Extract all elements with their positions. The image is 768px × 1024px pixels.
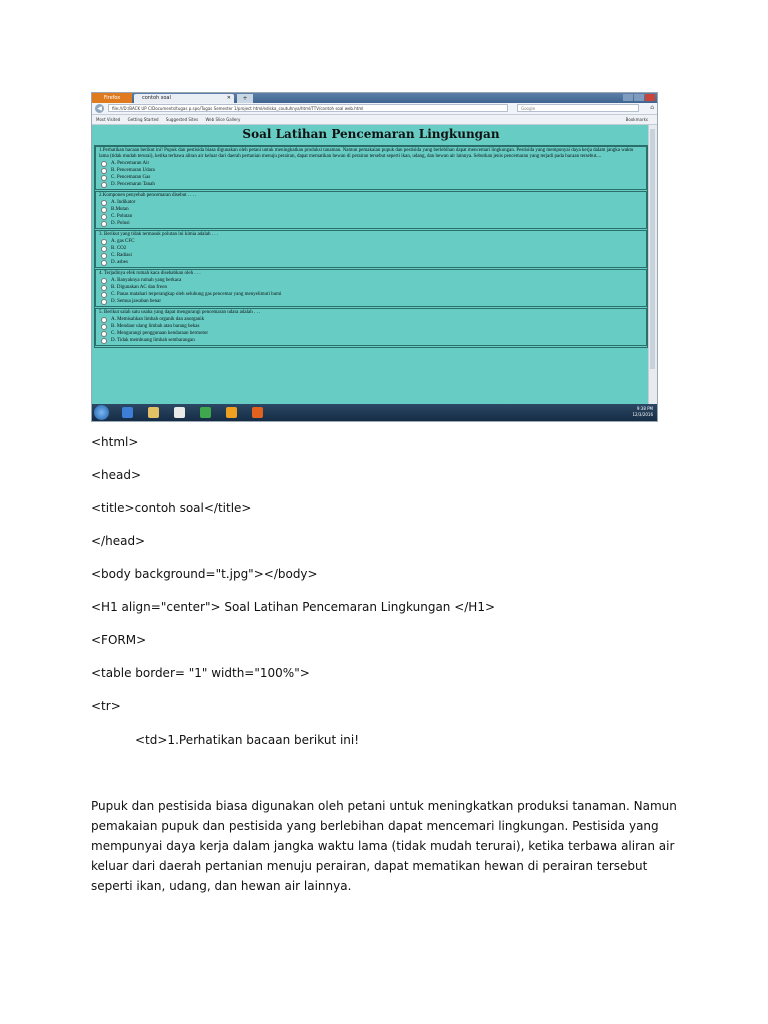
option-label: B. Mendaur ulang limbah atau barang bekas bbox=[111, 323, 200, 329]
option-label: A. Banyaknya rumah yang berkaca bbox=[111, 277, 182, 283]
option-row[interactable] bbox=[99, 167, 643, 174]
option-row[interactable] bbox=[99, 245, 643, 252]
option-row[interactable] bbox=[99, 181, 643, 188]
media-player-icon[interactable] bbox=[174, 407, 185, 418]
option-row[interactable] bbox=[99, 291, 643, 298]
option-row[interactable] bbox=[99, 316, 643, 323]
maximize-icon[interactable] bbox=[634, 94, 644, 101]
radio-button[interactable] bbox=[101, 338, 107, 344]
option-label: B. CO2 bbox=[111, 245, 127, 251]
vertical-scrollbar[interactable] bbox=[648, 125, 657, 404]
body-paragraph: Pupuk dan pestisida biasa digunakan oleh petani untuk meningkatkan produksi tanaman. Namun pemakaian pupuk dan pestisida yang berlebihan dapat mencemari lingkungan. Pestisida yang mempunyai daya kerja dalam jangka waktu lama (tidak mudah terurai), ketika terbawa aliran air keluar dari daerah pertanian menuju perairan, dapat mematikan hewan di perairan tersebut seperti ikan, udang, dan hewan air lainnya. bbox=[91, 799, 677, 893]
option-label: C. Panas matahari terperangkap oleh selubung gas pencemar yang menyelimuti bumi bbox=[111, 291, 282, 297]
question-text: 5. Berikut salah satu usaha yang dapat mengurangi pencemaran udara adalah . . . bbox=[99, 310, 261, 315]
bookmark-web-slice-gallery[interactable]: Web Slice Gallery bbox=[205, 117, 241, 122]
questions-table bbox=[94, 145, 648, 348]
option-label: D. Polusi bbox=[111, 220, 130, 226]
file-explorer-icon[interactable] bbox=[148, 407, 159, 418]
chrome-icon[interactable] bbox=[200, 407, 211, 418]
code-line: <td>1.Perhatikan bacaan berikut ini! bbox=[135, 733, 360, 747]
option-label: C. Polutan bbox=[111, 213, 133, 219]
radio-button[interactable] bbox=[101, 260, 107, 266]
browser-screenshot bbox=[91, 92, 658, 422]
option-label: A. Indikator bbox=[111, 199, 136, 205]
option-label: C. Radiasi bbox=[111, 252, 132, 258]
radio-button[interactable] bbox=[101, 331, 107, 337]
option-row[interactable] bbox=[99, 220, 643, 227]
code-line: </head> bbox=[91, 534, 146, 548]
code-line: <tr> bbox=[91, 699, 121, 713]
question-3 bbox=[95, 230, 647, 268]
option-label: B. Pencemaran Udara bbox=[111, 167, 155, 173]
radio-button[interactable] bbox=[101, 253, 107, 259]
radio-button[interactable] bbox=[101, 324, 107, 330]
code-line: <head> bbox=[91, 468, 142, 482]
internet-explorer-icon[interactable] bbox=[122, 407, 133, 418]
question-2 bbox=[95, 191, 647, 229]
option-row[interactable] bbox=[99, 206, 643, 213]
question-text: 4. Terjadinya efek rumah kaca disebabkan oleh . . . bbox=[99, 271, 201, 276]
option-label: C. Pencemaran Gas bbox=[111, 174, 151, 180]
option-label: B.Mutan bbox=[111, 206, 129, 212]
option-row[interactable] bbox=[99, 252, 643, 259]
search-input[interactable]: Google bbox=[517, 104, 639, 112]
code-line: <html> bbox=[91, 435, 139, 449]
radio-button[interactable] bbox=[101, 317, 107, 323]
option-label: D. Pencemaran Tanah bbox=[111, 181, 155, 187]
question-4 bbox=[95, 269, 647, 307]
app-icon[interactable] bbox=[226, 407, 237, 418]
option-row[interactable] bbox=[99, 199, 643, 206]
question-5 bbox=[95, 308, 647, 346]
web-page-content bbox=[92, 125, 650, 404]
radio-button[interactable] bbox=[101, 207, 107, 213]
radio-button[interactable] bbox=[101, 200, 107, 206]
option-row[interactable] bbox=[99, 284, 643, 291]
option-label: D. Tidak membuang limbah sembarangan bbox=[111, 337, 195, 343]
system-tray-clock[interactable] bbox=[632, 406, 653, 418]
home-icon[interactable]: ⌂ bbox=[650, 104, 654, 111]
radio-button[interactable] bbox=[101, 221, 107, 227]
new-tab-button[interactable]: + bbox=[237, 94, 253, 103]
tab-title: contoh soal bbox=[142, 95, 171, 101]
browser-tab[interactable] bbox=[134, 94, 234, 103]
option-row[interactable] bbox=[99, 174, 643, 181]
question-text: 1.Perhatikan bacaan berikut ini! Pupuk dan pestisida biasa digunakan oleh petani untuk meningkatkan produksi tanaman. Namun pemakaian pupuk dan pestisida yang berlebihan dapat mencemari lingkungan. Pestisida yang mempunyai daya kerja dalam jangka waktu lama (tidak mudah terurai), ketika terbawa aliran air keluar dari daerah pertanian menuju perairan, dapat mematikan hewan di perairan tersebut seperti ikan, udang, dan hewan air lainnya. Sebutkan jenis pencemaran yang terjadi pada bacaan tersebut.... bbox=[99, 148, 634, 159]
option-label: C. Mengurangi penggunaan kendaraan bermotor bbox=[111, 330, 209, 336]
option-row[interactable] bbox=[99, 259, 643, 266]
radio-button[interactable] bbox=[101, 239, 107, 245]
radio-button[interactable] bbox=[101, 168, 107, 174]
option-row[interactable] bbox=[99, 238, 643, 245]
firefox-taskbar-icon[interactable] bbox=[252, 407, 263, 418]
radio-button[interactable] bbox=[101, 299, 107, 305]
radio-button[interactable] bbox=[101, 292, 107, 298]
clock-time: 9:38 PM bbox=[636, 406, 653, 411]
code-line: <FORM> bbox=[91, 633, 147, 647]
firefox-menu-button[interactable]: Firefox bbox=[92, 93, 132, 103]
back-arrow-icon[interactable]: ◀ bbox=[95, 104, 104, 113]
radio-button[interactable] bbox=[101, 175, 107, 181]
radio-button[interactable] bbox=[101, 285, 107, 291]
close-window-icon[interactable] bbox=[645, 94, 655, 101]
bookmark-getting-started[interactable]: Getting Started bbox=[127, 117, 159, 122]
radio-button[interactable] bbox=[101, 246, 107, 252]
option-label: A. Memisahkan limbah organik dan anorganik bbox=[111, 316, 205, 322]
start-button-icon[interactable] bbox=[94, 405, 109, 420]
clock-date: 12/3/2016 bbox=[632, 412, 653, 417]
option-row[interactable] bbox=[99, 298, 643, 305]
question-1 bbox=[95, 146, 647, 190]
code-line: <title>contoh soal</title> bbox=[91, 501, 252, 515]
option-row[interactable] bbox=[99, 277, 643, 284]
bookmark-most-visited[interactable]: Most Visited bbox=[96, 117, 121, 122]
option-label: D. asbes bbox=[111, 259, 128, 265]
option-label: A. Pencemaran Air bbox=[111, 160, 150, 166]
navigation-bar bbox=[92, 103, 657, 115]
question-text: 3. Berikut yang tidak termasuk polutan ini kimia adalah . . . bbox=[99, 232, 219, 237]
option-label: B. Digunakan AC dan freon bbox=[111, 284, 167, 290]
question-text: 2.Komponen penyebab pencemaran disebut . . . . bbox=[99, 193, 197, 198]
radio-button[interactable] bbox=[101, 214, 107, 220]
radio-button[interactable] bbox=[101, 182, 107, 188]
close-icon[interactable]: ✕ bbox=[226, 95, 231, 101]
bookmarks-toolbar bbox=[92, 115, 657, 125]
code-line: <H1 align="center"> Soal Latihan Pencemaran Lingkungan </H1> bbox=[91, 600, 496, 614]
radio-button[interactable] bbox=[101, 161, 107, 167]
option-row[interactable] bbox=[99, 213, 643, 220]
radio-button[interactable] bbox=[101, 278, 107, 284]
option-label: D. Semua jawaban benar bbox=[111, 298, 161, 304]
bookmarks-menu[interactable]: Bookmarks bbox=[625, 117, 648, 122]
url-bar[interactable]: file:///D:/BACK UP C/Documents/tugas p.spo/Tugas Semester 1/project html/ediska_coutuhnya/html/TTV/contoh soal web.html bbox=[108, 104, 508, 112]
option-row[interactable] bbox=[99, 323, 643, 330]
code-line: <body background="t.jpg"></body> bbox=[91, 567, 318, 581]
windows-taskbar bbox=[92, 404, 657, 421]
code-line: <table border= "1" width="100%"> bbox=[91, 666, 310, 680]
option-row[interactable] bbox=[99, 330, 643, 337]
browser-tab-bar bbox=[92, 93, 657, 103]
page-heading: Soal Latihan Pencemaran Lingkungan bbox=[242, 127, 500, 141]
bookmark-suggested-sites[interactable]: Suggested Sites bbox=[165, 117, 199, 122]
window-controls bbox=[623, 94, 655, 101]
option-row[interactable] bbox=[99, 337, 643, 344]
scrollbar-thumb[interactable] bbox=[650, 129, 655, 369]
option-label: A. gas CFC bbox=[111, 238, 135, 244]
option-row[interactable] bbox=[99, 160, 643, 167]
minimize-icon[interactable] bbox=[623, 94, 633, 101]
